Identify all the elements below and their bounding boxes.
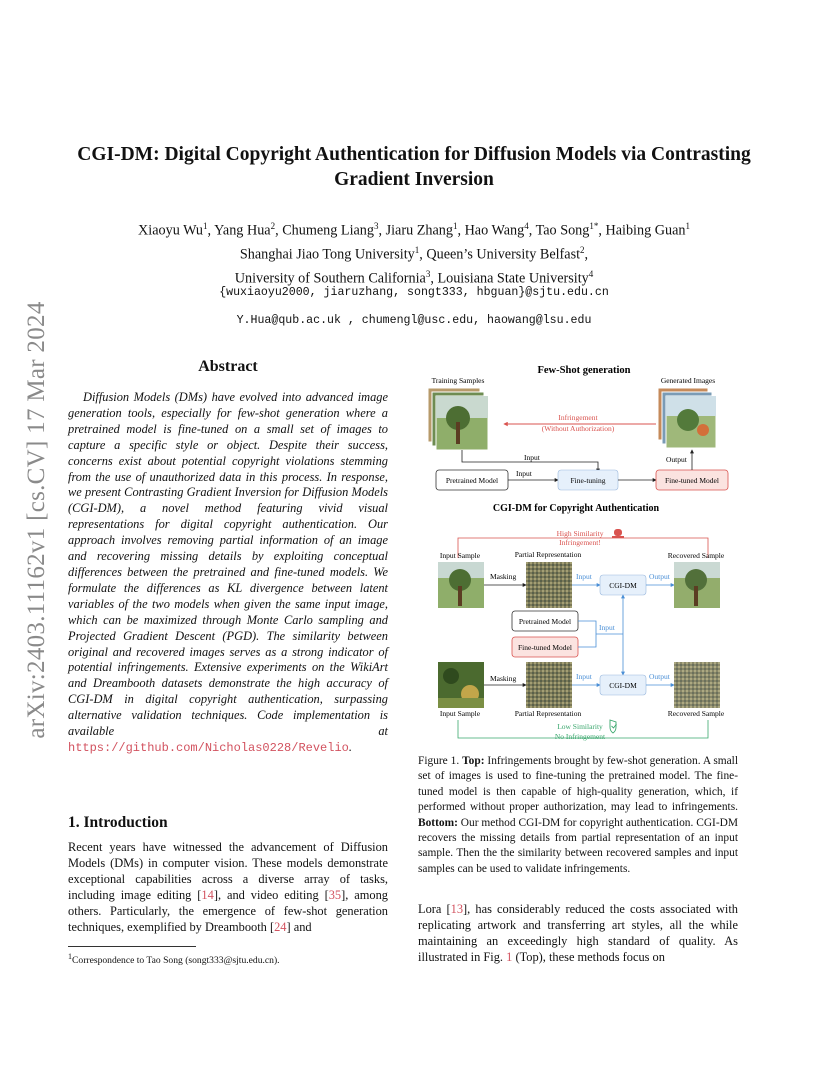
author-sup: 4 [524,221,529,231]
abstract-heading: Abstract [198,358,258,375]
alarm-icon [612,529,624,538]
recovered-sample-image-2 [674,662,720,708]
input-sample-label: Input Sample [439,551,481,560]
body-text: (Top), these methods focus on [515,949,665,964]
fine-tuned-model-label: Fine-tuned Model [665,476,719,485]
author-name: Haibing Guan [605,222,686,239]
input-label-4: Input [599,623,615,632]
cgi-dm-label: CGI-DM [609,581,637,590]
input-label: Input [524,453,540,462]
no-infringement-label: No Infringement [554,732,606,741]
partial-representation-label: Partial Representation [514,550,582,559]
citation-link[interactable]: 24 [274,919,287,934]
infringement-alert-label: Infringement! [559,538,601,547]
author-sup: 1 [452,221,458,231]
author-name: Hao Wang [464,222,525,239]
arxiv-id: arXiv:2403.11162v1 [cs.CV] 17 Mar 2024 [23,301,50,739]
footnote-text: Correspondence to Tao Song (songt333@sjtu.edu.cn). [72,955,280,967]
fine-tuned-model-label-2: Fine-tuned Model [518,643,572,652]
caption-top-label: Top: [462,755,485,767]
figure-ref-link[interactable]: 1 [506,949,513,964]
output-label-3: Output [649,672,670,681]
input-label-5: Input [576,672,592,681]
bottom-panel-title: CGI-DM for Copyright Authentication [492,503,660,514]
author-name: Jiaru Zhang [385,222,453,239]
author-name: Xiaoyu Wu [138,222,204,239]
low-similarity-label: Low Similarity [557,722,603,731]
author-sup: 1 [685,221,690,231]
body-text: Lora [ [418,902,451,916]
author-list: Xiaoyu Wu$^1$, Yang Hua$^2$, Chumeng Liang$^3$, Jiaru Zhang$^1$, Hao Wang$^4$, Tao Song$^{1*}$, Haibing Guan$^1$ [138,221,690,239]
recovered-sample-label-2: Recovered Sample [667,709,725,718]
intro-text: ], among others. Particularly, the emergence of few-shot generation techniques, exemplified by Dreambooth [ [68,887,389,934]
affiliation: Louisiana State University [437,271,589,288]
affiliation: University of Southern California [234,271,426,288]
intro-text: ], and video editing [ [213,887,329,902]
email-block [0,279,828,335]
right-column-paragraph [418,902,738,966]
fine-tuning-label: Fine-tuning [570,476,606,485]
output-label-2: Output [649,572,670,581]
code-link[interactable]: https://github.com/Nicholas0228/Revelio [68,740,349,755]
caption-top-text: Infringements brought by few-shot generation. A small set of images is used to fine-tuning the pretrained model. The fine-tuned model is then capable of high-quality generation, which, if performed without proper authorization, may lead to infringements. [418,755,739,814]
abstract-text: Diffusion Models (DMs) have evolved into advanced image generation tools, especially for few-shot generation where a pretrained model is fine-tuned on a small set of images to capture a specific style or object. Despite their success, concerns exist about potential copyright violations stemming from the use of unauthorized data in this process. In response, we present Contrasting Gradient Inversion for Diffusion Models (CGI-DM), a novel method featuring vivid visual representations for digital copyright authentication. Our approach involves removing partial information of an image and recovering missing details by exploiting conceptual differences between the pretrained and fine-tuned models. We formulate the differences as KL divergence between latent variables of the two models when given the same input image, which can be maximized through Monte Carlo sampling and Projected Gradient Descent (PGD). The similarity between original and recovered images serves as a strong indicator of potential infringements. Extensive experiments on the WikiArt and Dreambooth datasets demonstrate the high accuracy of CGI-DM in digital copyright authentication, surpassing alternative validation techniques. Code implementation is available at [68,390,388,739]
pretrained-model-label: Pretrained Model [445,476,499,485]
high-similarity-label: High Similarity [556,529,604,538]
body-text: ], has considerably reduced the costs associated with replicating artwork and transferring art styles, all the while maintaining an exceedingly high standard of quality. As illustrated in Fig. [418,902,738,964]
output-label: Output [666,455,687,464]
citation-link[interactable]: 13 [450,902,464,916]
title-line-1: CGI-DM: Digital Copyright Authentication for Diffusion Models via Contrasting [77,144,751,165]
author-sup: 1* [589,221,599,231]
infringement-label: Infringement [558,413,598,422]
input-label-3: Input [576,572,592,581]
masking-label-2: Masking [490,674,517,683]
input-sample-image-2 [438,662,484,708]
affiliation: Shanghai Jiao Tong University [239,246,415,263]
author-name: Tao Song [535,222,590,239]
intro-paragraph [68,840,388,935]
title-line-2: Gradient Inversion [334,169,494,190]
author-sup: 2 [270,221,276,231]
affiliation-line-2: University of Southern California$^3$, Louisiana State University$^4$ [234,269,594,288]
footnote-mark: 1 [68,952,72,961]
pretrained-model-label-2: Pretrained Model [518,617,572,626]
abstract-body: Diffusion Models (DMs) have evolved into advanced image generation tools, especially for few-shot generation where a pretrained model is fine-tuned on a small set of images to capture a specific style or object. Despite their success, concerns exist about potential copyright violations stemming from the use of unauthorized data in this process. In response, we present Contrasting Gradient Inversion for Diffusion Models (CGI-DM), a novel method featuring vivid visual representations for digital copyright authentication. Our approach involves removing partial information of an image and recovering missing details by exploiting conceptual differences between the pretrained and fine-tuned models. We formulate the differences as KL divergence between latent variables of the two models when given the same input image, which can be maximized through Monte Carlo sampling and Projected Gradient Descent (PGD). The similarity between original and recovered images serves as a strong indicator of potential infringements. Extensive experiments on the WikiArt and Dreambooth datasets demonstrate the high accuracy of CGI-DM in digital copyright authentication, surpassing alternative validation techniques. Code implementation is available at https://github.com/Nicholas0228/Revelio. [68,390,388,755]
section-heading: 1. Introduction [68,814,168,831]
citation-link[interactable]: 14 [201,887,214,902]
partial-representation-image-2 [526,662,572,708]
email-line-2: Y.Hua@qub.ac.uk , chumengl@usc.edu, haowang@lsu.edu [236,314,592,327]
cgi-dm-label-2: CGI-DM [609,681,637,690]
author-sup: 3 [374,221,379,231]
check-shield-icon [610,720,617,733]
intro-text: ] and [286,919,312,934]
figure-1 [418,358,748,746]
caption-bottom-label: Bottom: [418,816,458,829]
input-sample-image [438,562,484,608]
caption-bottom-text: Our method CGI-DM for copyright authentication. CGI-DM recovers the missing details from partial representation of an input sample. Then the the similarity between recovered samples and input samples can be used to validate infringements. [418,816,738,875]
masking-label: Masking [490,572,517,581]
recovered-sample-image [674,562,720,608]
author-name: Yang Hua [214,222,271,239]
partial-representation-image [526,562,572,608]
input-sample-label-2: Input Sample [439,709,481,718]
email-line-1: {wuxiaoyu2000, jiaruzhang, songt333, hbguan}@sjtu.edu.cn [219,286,609,299]
generated-images-label: Generated Images [660,376,716,385]
paper-title [0,142,828,192]
citation-link[interactable]: 35 [328,887,342,902]
footnote [68,951,388,967]
training-samples-stack [428,388,488,450]
author-name: Chumeng Liang [282,222,374,239]
affiliation-line-1: Shanghai Jiao Tong University$^1$, Queen’s University Belfast$^2$, [239,245,589,263]
training-samples-label: Training Samples [431,376,485,385]
input-label-2: Input [516,469,532,478]
generated-images-stack [658,388,716,448]
recovered-sample-label: Recovered Sample [667,551,725,560]
footnote-rule [68,946,196,947]
intro-text: Recent years have witnessed the advancement of Diffusion Models (DMs) in computer vision. These models demonstrate exceptional capabilities across a diverse array of tasks, including image editing [ [68,840,388,902]
top-panel-title: Few-Shot generation [537,365,631,376]
partial-representation-label-2: Partial Representation [514,709,582,718]
affiliation: Queen’s University Belfast [426,246,581,263]
without-authorization-label: (Without Authorization) [541,424,615,433]
arxiv-stamp [17,280,57,760]
caption-label: Figure 1. [418,755,460,767]
author-sup: 1 [203,221,208,231]
figure-caption [418,754,738,877]
